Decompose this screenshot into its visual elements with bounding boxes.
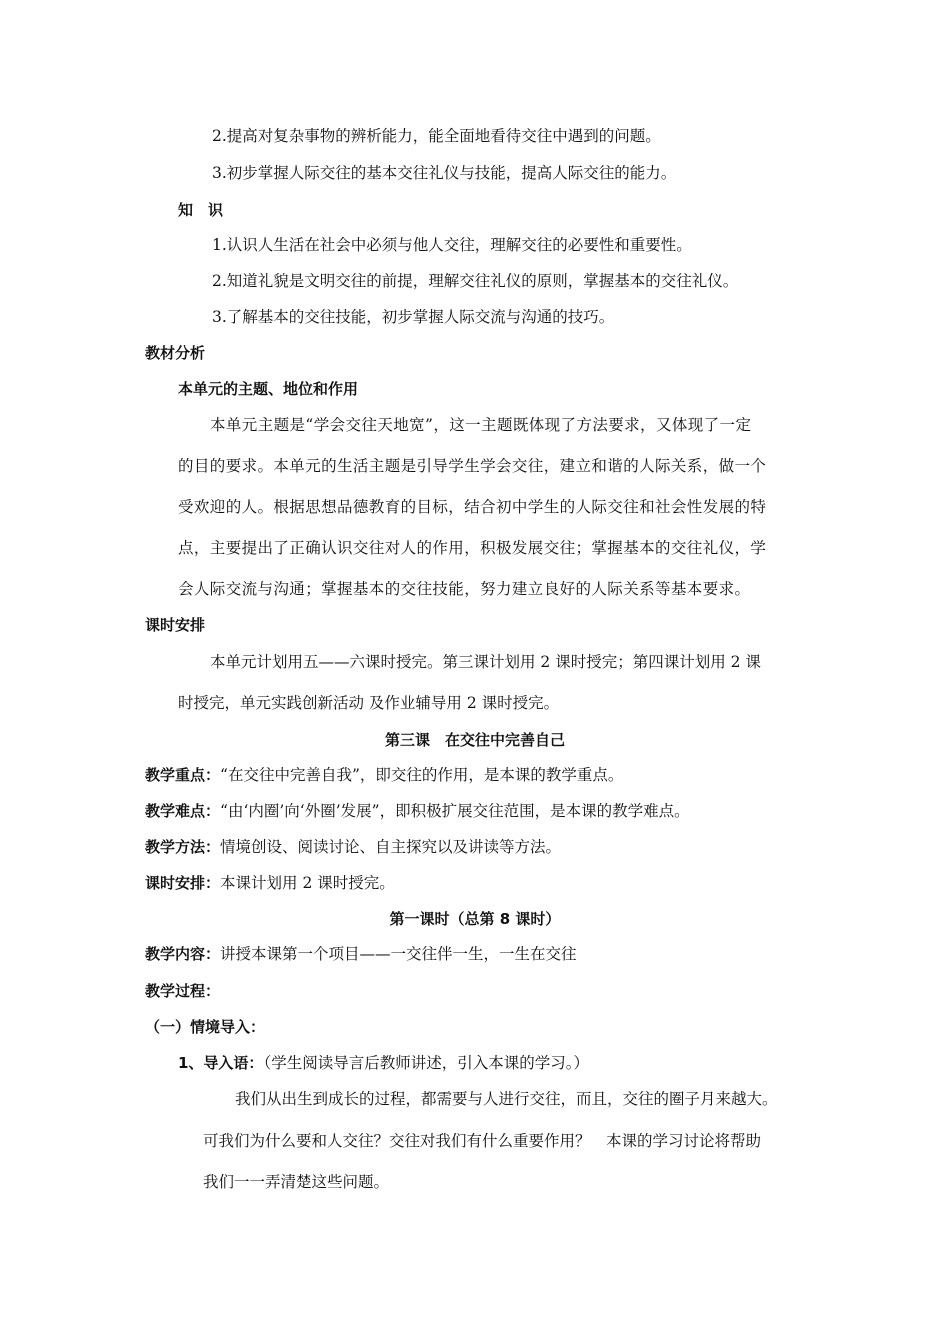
material-paragraph-line-2: 的目的要求。本单元的生活主题是引导学生学会交往，建立和谐的人际关系，做一个 bbox=[178, 457, 767, 475]
lesson-key-point-text: “在交往中完善自我”，即交往的作用，是本课的教学重点。 bbox=[220, 766, 624, 784]
period-title: 第一课时（总第 8 课时） bbox=[389, 910, 561, 928]
intro-paragraph-line-2: 可我们为什么要和人交往？交往对我们有什么重要作用？ 本课的学习讨论将帮助 bbox=[203, 1132, 762, 1150]
lesson-key-point-label: 教学重点： bbox=[145, 766, 221, 784]
section-one-heading: （一）情境导入： bbox=[145, 1018, 266, 1036]
lesson-method-text: 情境创设、阅读讨论、自主探究以及讲读等方法。 bbox=[220, 838, 562, 856]
ability-item-2: 2.提高对复杂事物的辨析能力，能全面地看待交往中遇到的问题。 bbox=[212, 127, 661, 145]
schedule-paragraph-line-1: 本单元计划用五——六课时授完。第三课计划用 2 课时授完；第四课计划用 2 课 bbox=[210, 653, 761, 671]
teaching-content-text: 讲授本课第一个项目——一交往伴一生，一生在交往 bbox=[220, 945, 577, 963]
knowledge-item-1: 1.认识人生活在社会中必须与他人交往，理解交往的必要性和重要性。 bbox=[212, 236, 692, 254]
material-paragraph-line-5: 会人际交流与沟通；掌握基本的交往技能，努力建立良好的人际关系等基本要求。 bbox=[178, 580, 751, 598]
schedule-paragraph-line-2: 时授完，单元实践创新活动 及作业辅导用 2 课时授完。 bbox=[178, 694, 560, 712]
intro-paragraph-line-1: 我们从出生到成长的过程，都需要与人进行交往，而且，交往的圈子月来越大。 bbox=[235, 1090, 778, 1108]
material-subheading: 本单元的主题、地位和作用 bbox=[178, 380, 359, 398]
process-heading: 教学过程： bbox=[145, 982, 221, 1000]
lesson-schedule-text: 本课计划用 2 课时授完。 bbox=[220, 874, 395, 892]
teaching-content bbox=[145, 943, 577, 965]
knowledge-item-3: 3.了解基本的交往技能，初步掌握人际交流与沟通的技巧。 bbox=[212, 308, 615, 326]
material-paragraph-line-3: 受欢迎的人。根据思想品德教育的目标，结合初中学生的人际交往和社会性发展的特 bbox=[178, 498, 767, 516]
intro-text: （学生阅读导言后教师讲述，引入本课的学习。） bbox=[263, 1054, 589, 1072]
material-paragraph-line-4: 点，主要提出了正确认识交往对人的作用，积极发展交往；掌握基本的交往礼仪，学 bbox=[178, 539, 767, 557]
lesson-schedule bbox=[145, 872, 395, 894]
lesson-difficulty-label: 教学难点： bbox=[145, 802, 221, 820]
material-paragraph-line-1: 本单元主题是“学会交往天地宽”，这一主题既体现了方法要求，又体现了一定 bbox=[210, 416, 752, 434]
material-heading: 教材分析 bbox=[145, 344, 206, 362]
lesson-method bbox=[145, 836, 561, 858]
knowledge-heading: 知 识 bbox=[178, 201, 224, 219]
lesson-difficulty bbox=[145, 800, 690, 822]
knowledge-item-2: 2.知道礼貌是文明交往的前提，理解交往礼仪的原则，掌握基本的交往礼仪。 bbox=[212, 272, 739, 290]
lesson-schedule-label: 课时安排： bbox=[145, 874, 221, 892]
schedule-heading: 课时安排 bbox=[145, 616, 206, 634]
intro-paragraph-line-3: 我们一一弄清楚这些问题。 bbox=[203, 1173, 390, 1191]
teaching-content-label: 教学内容： bbox=[145, 945, 221, 963]
ability-item-3: 3.初步掌握人际交往的基本交往礼仪与技能，提高人际交往的能力。 bbox=[212, 164, 677, 182]
lesson-key-point bbox=[145, 764, 623, 786]
lesson-title: 第三课 在交往中完善自己 bbox=[384, 731, 565, 749]
intro-line bbox=[178, 1052, 589, 1074]
intro-label: 1、导入语： bbox=[178, 1054, 264, 1072]
lesson-difficulty-text: “由‘内圈’向‘外圈’发展”，即积极扩展交往范围，是本课的教学难点。 bbox=[220, 802, 690, 820]
lesson-method-label: 教学方法： bbox=[145, 838, 221, 856]
